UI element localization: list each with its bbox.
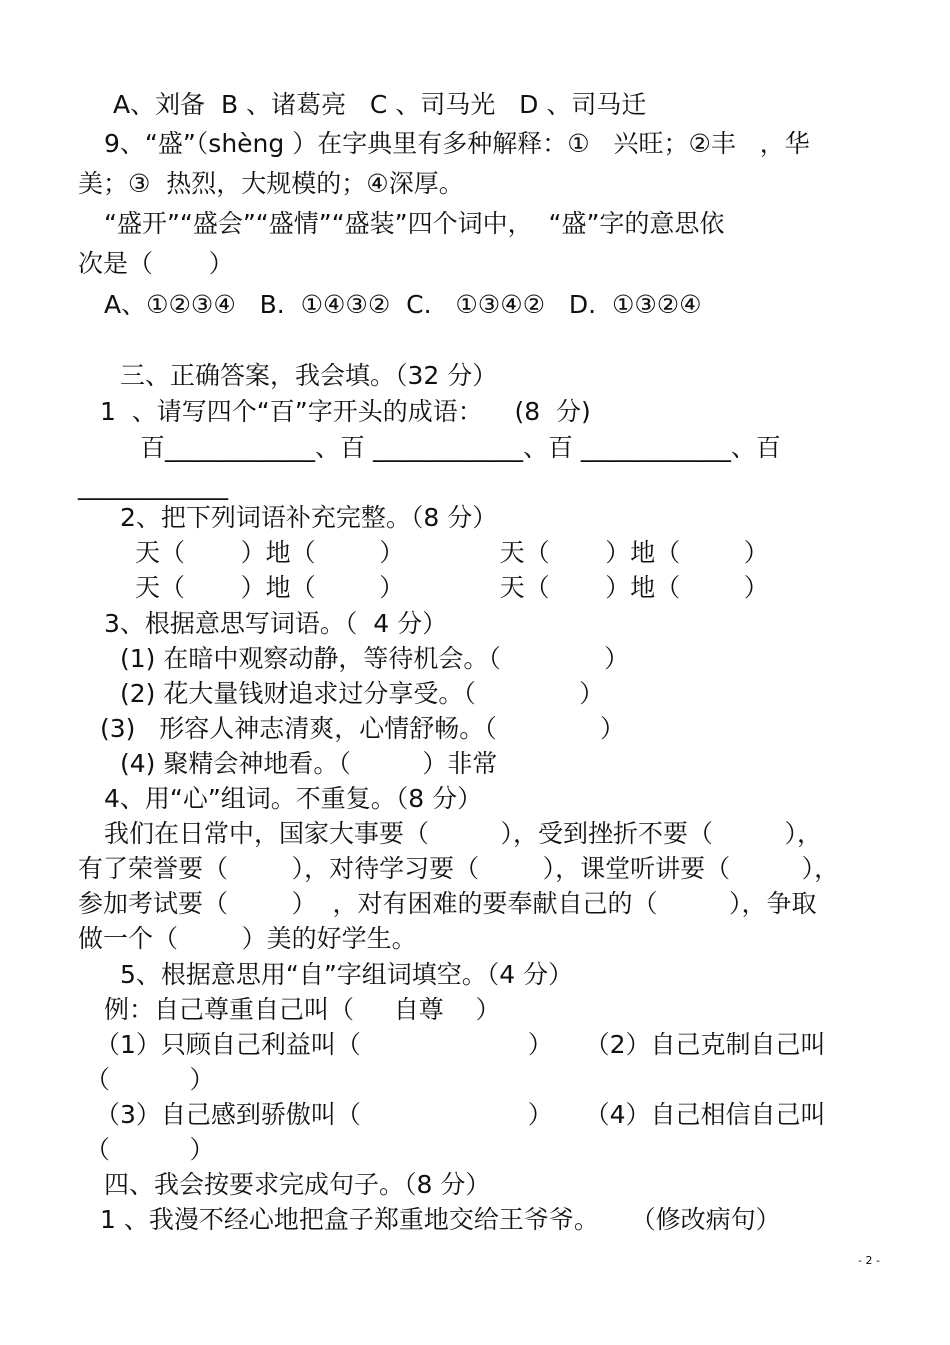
s3-question-3-item-4: (4) 聚精会神地看。（ ）非常 — [120, 749, 498, 778]
option-line-q9: A、①②③④ B. ①④③② C. ①③④② D. ①③②④ — [104, 290, 702, 319]
s3-question-3-item-2: (2) 花大量钱财追求过分享受。（ ） — [120, 679, 605, 708]
s3-question-5-example: 例：自己尊重自己叫（ 自尊 ） — [104, 995, 501, 1024]
s3-question-4-line-3: 参加考试要（ ） ，对有困难的要奉献自己的（ ），争取 — [78, 889, 817, 918]
s4-question-1: 1 、我漫不经心地把盒子郑重地交给王爷爷。 （修改病句） — [100, 1205, 781, 1234]
s3-question-3-item-1: (1) 在暗中观察动静，等待机会。（ ） — [120, 644, 630, 673]
s3-question-2: 2、把下列词语补充完整。（8 分） — [120, 503, 498, 532]
s3-question-4-line-4: 做一个（ ）美的好学生。 — [78, 924, 417, 953]
question-9-line-3: “盛开”“盛会”“盛情”“盛装”四个词中， “盛”字的意思依 — [104, 209, 725, 238]
s3-question-1-blanks: 百____________、百 ____________、百 ____________、百 — [140, 433, 781, 462]
s3-question-1-blank-wrap: ____________ — [78, 471, 228, 500]
s3-question-5-row-1: （1）只顾自己利益叫（ ） （2）自己克制自己叫 — [95, 1030, 826, 1059]
s3-question-3-item-3: (3) 形容人神志清爽，心情舒畅。（ ） — [100, 714, 626, 743]
question-9-line-2: 美；③ 热烈，大规模的；④深厚。 — [78, 169, 464, 198]
s3-question-5-row-1-wrap: （ ） — [85, 1065, 215, 1094]
s3-question-4-line-2: 有了荣誉要（ ），对待学习要（ ），课堂听讲要（ ）， — [78, 854, 840, 883]
s3-question-5: 5、根据意思用“自”字组词填空。（4 分） — [120, 960, 574, 989]
s3-question-5-row-2: （3）自己感到骄傲叫（ ） （4）自己相信自己叫 — [95, 1100, 826, 1129]
section-4-heading: 四、我会按要求完成句子。（8 分） — [104, 1170, 491, 1199]
question-9-line-4: 次是（ ） — [78, 249, 234, 278]
s3-question-2-row-1: 天（ ）地（ ） 天（ ）地（ ） — [135, 538, 769, 567]
section-3-heading: 三、正确答案，我会填。（32 分） — [120, 361, 498, 390]
s3-question-1: 1 、请写四个“百”字开头的成语： (8 分) — [100, 397, 591, 426]
question-9-line-1: 9、“盛”（shèng ）在字典里有多种解释：① 兴旺；②丰 ，华 — [104, 129, 810, 158]
s3-question-3: 3、根据意思写词语。（ 4 分） — [104, 609, 448, 638]
s3-question-4-line-1: 我们在日常中，国家大事要（ ），受到挫折不要（ ）， — [104, 819, 823, 848]
s3-question-2-row-2: 天（ ）地（ ） 天（ ）地（ ） — [135, 573, 769, 602]
option-line-q8: A、刘备 B 、诸葛亮 C 、司马光 D 、司马迁 — [113, 90, 647, 119]
s3-question-4: 4、用“心”组词。不重复。（8 分） — [104, 784, 483, 813]
page-number: - 2 - — [858, 1254, 880, 1267]
s3-question-5-row-2-wrap: （ ） — [85, 1135, 215, 1164]
